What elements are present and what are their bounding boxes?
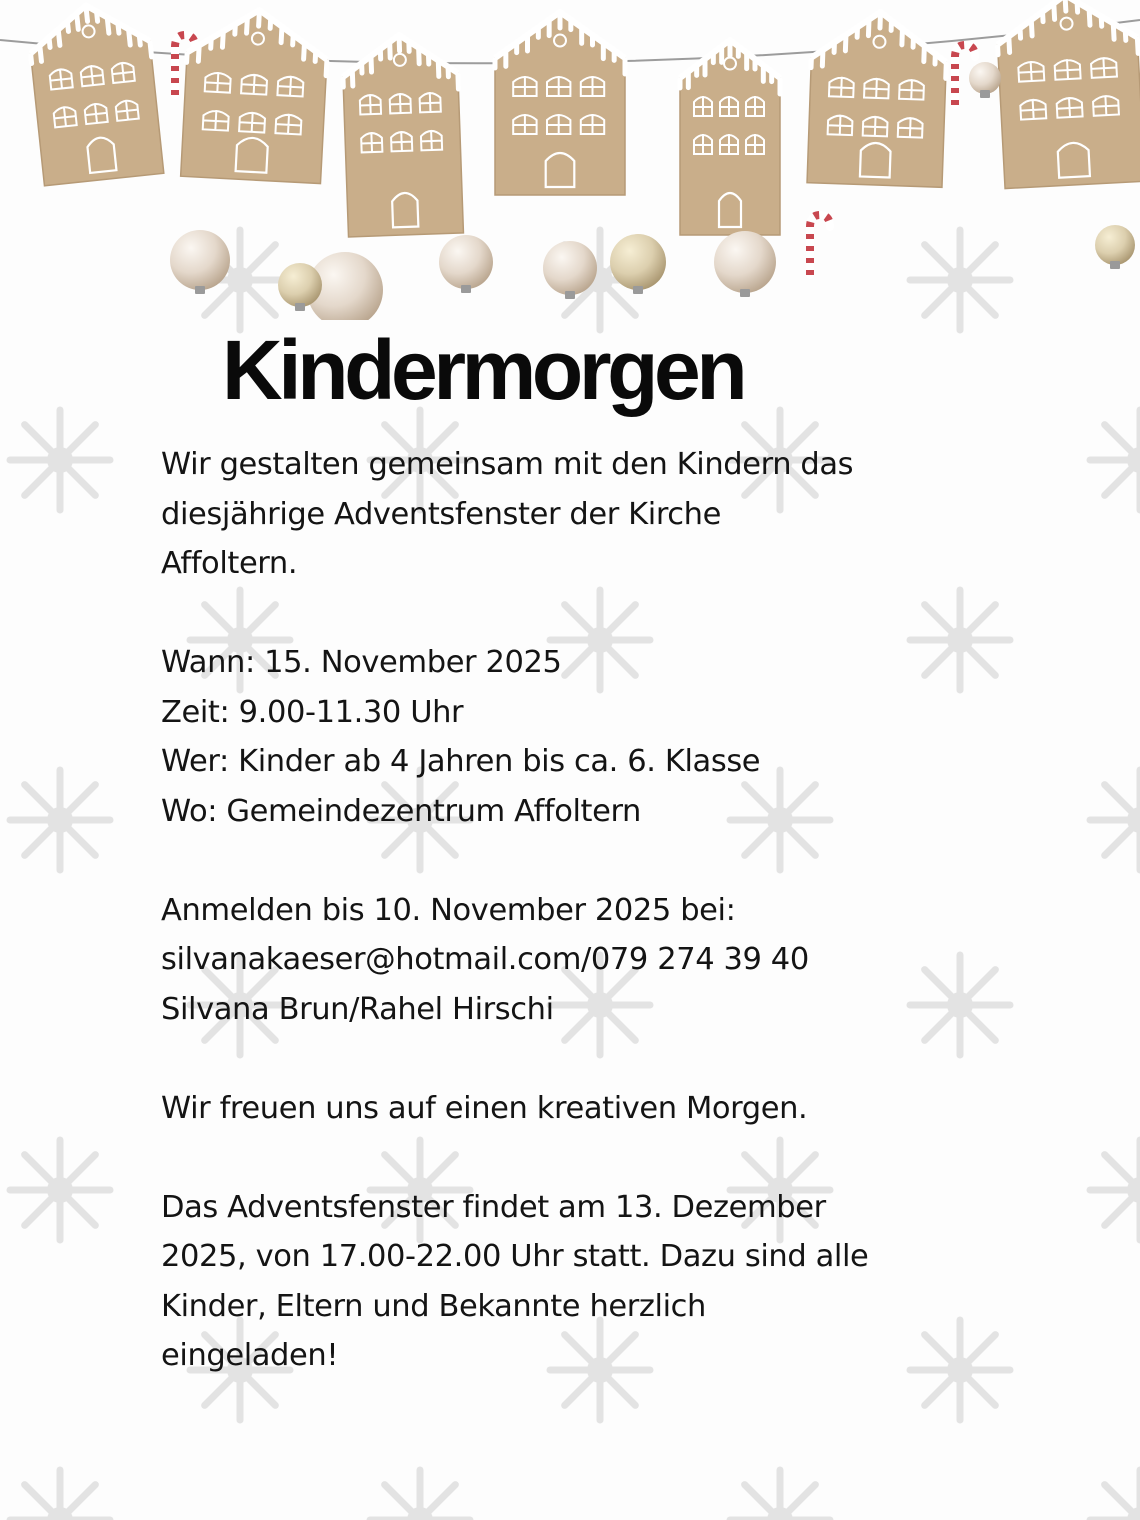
gingerbread-house-icon (181, 6, 330, 183)
event-details (161, 638, 1061, 836)
star-icon (1090, 770, 1140, 870)
ornament-icon (610, 234, 666, 294)
gingerbread-house-icon (26, 0, 164, 186)
page-title: Kindermorgen (222, 323, 744, 417)
star-icon (10, 770, 110, 870)
star-icon (370, 1470, 470, 1520)
star-icon (1090, 410, 1140, 510)
star-icon (730, 1470, 830, 1520)
event-audience: Wer: Kinder ab 4 Jahren bis ca. 6. Klasse (161, 744, 761, 779)
star-icon (10, 1140, 110, 1240)
intro-line: diesjährige Adventsfenster der Kirche (161, 496, 721, 532)
star-icon (1090, 1470, 1140, 1520)
ornament-icon (969, 62, 1001, 98)
event-date: Wann: 15. November 2025 (161, 645, 562, 680)
gingerbread-house-icon (807, 10, 948, 188)
ornament-icon (714, 231, 776, 297)
registration-deadline: Anmelden bis 10. November 2025 bei: (161, 892, 736, 928)
gingerbread-house-icon (495, 12, 625, 195)
advent-line: 2025, von 17.00-22.00 Uhr statt. Dazu sind alle (161, 1239, 869, 1274)
advent-line: eingeladen! (161, 1338, 339, 1373)
closing-line: Wir freuen uns auf einen kreativen Morgen. (161, 1090, 808, 1126)
gingerbread-house-icon (680, 40, 780, 235)
flyer-content (161, 440, 1061, 1430)
registration-info (161, 886, 1061, 1035)
event-time: Zeit: 9.00-11.30 Uhr (161, 694, 464, 730)
star-icon (10, 410, 110, 510)
ornament-icon (439, 235, 493, 293)
event-location: Wo: Gemeindezentrum Affoltern (161, 793, 641, 829)
advent-window-info (161, 1183, 1061, 1381)
gingerbread-house-icon (342, 33, 464, 237)
contact-email-phone: silvanakaeser@hotmail.com/079 274 39 40 (161, 942, 809, 977)
star-icon (10, 1470, 110, 1520)
gingerbread-house-icon (995, 0, 1140, 189)
star-icon (1090, 1140, 1140, 1240)
closing-text (161, 1084, 1061, 1134)
gingerbread-garland (0, 0, 1140, 320)
organizer-names: Silvana Brun/Rahel Hirschi (161, 991, 554, 1027)
advent-line: Das Adventsfenster findet am 13. Dezember (161, 1189, 826, 1225)
intro-line: Wir gestalten gemeinsam mit den Kindern das (161, 447, 854, 482)
intro-line: Affoltern. (161, 546, 298, 581)
intro-paragraph (161, 440, 1061, 589)
ornament-icon (1095, 225, 1135, 269)
advent-line: Kinder, Eltern und Bekannte herzlich (161, 1288, 706, 1324)
ornament-icon (170, 230, 230, 294)
ornament-icon (543, 241, 597, 299)
candy-cane-icon (810, 215, 830, 275)
